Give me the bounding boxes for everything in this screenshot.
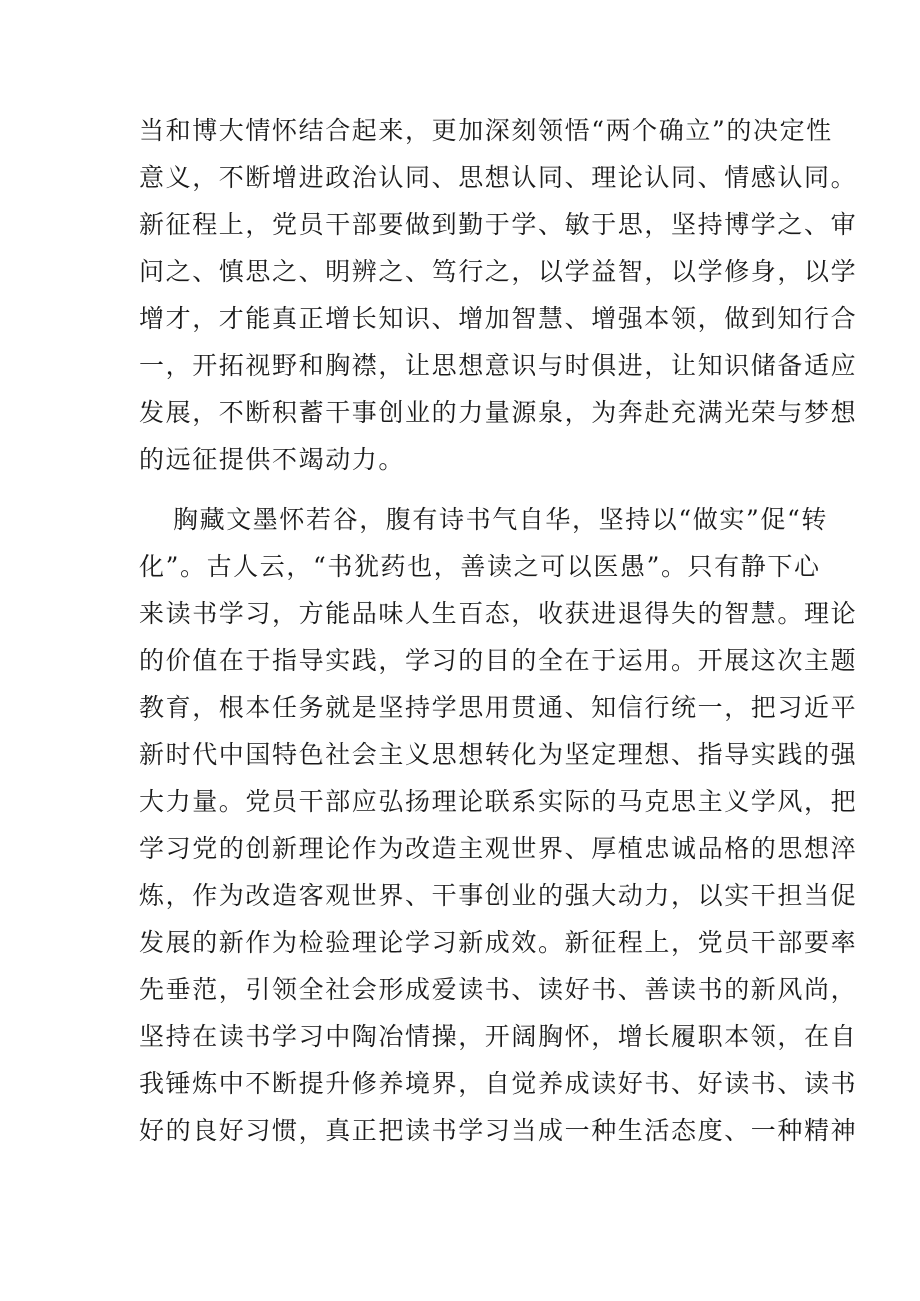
paragraph-2-line: 来读书学习，方能品味人生百态，收获进退得失的智慧。理论 (139, 599, 858, 628)
paragraph-2-line: 发展的新作为检验理论学习新成效。新征程上，党员干部要率 (139, 928, 858, 957)
paragraph-2-line: 新时代中国特色社会主义思想转化为坚定理想、指导实践的强 (139, 740, 858, 769)
paragraph-2-line: 坚持在读书学习中陶冶情操，开阔胸怀，增长履职本领，在自 (139, 1022, 858, 1051)
paragraph-1-line: 意义，不断增进政治认同、思想认同、理论认同、情感认同。 (139, 163, 858, 192)
paragraph-1-line: 增才，才能真正增长知识、增加智慧、增强本领，做到知行合 (139, 304, 858, 333)
paragraph-2-line: 我锤炼中不断提升修养境界，自觉养成读好书、好读书、读书 (139, 1069, 858, 1098)
paragraph-2-line: 大力量。党员干部应弘扬理论联系实际的马克思主义学风，把 (139, 787, 858, 816)
paragraph-1-line: 问之、慎思之、明辨之、笃行之，以学益智，以学修身，以学 (139, 257, 858, 286)
paragraph-1-line: 的远征提供不竭动力。 (139, 445, 406, 474)
paragraph-2-line: 炼，作为改造客观世界、干事创业的强大动力，以实干担当促 (139, 881, 858, 910)
paragraph-2-line: 化”。古人云，“书犹药也，善读之可以医愚”。只有静下心 (139, 552, 821, 581)
paragraph-2-line: 好的良好习惯，真正把读书学习当成一种生活态度、一种精神 (139, 1116, 858, 1145)
paragraph-1-line: 新征程上，党员干部要做到勤于学、敏于思，坚持博学之、审 (139, 210, 858, 239)
paragraph-2-line: 胸藏文墨怀若谷，腹有诗书气自华，坚持以“做实”促“转 (173, 505, 828, 534)
paragraph-2-line: 先垂范，引领全社会形成爱读书、读好书、善读书的新风尚， (139, 975, 858, 1004)
paragraph-1-line: 当和博大情怀结合起来，更加深刻领悟“两个确立”的决定性 (139, 116, 833, 145)
paragraph-1-line: 一，开拓视野和胸襟，让思想意识与时俱进，让知识储备适应 (139, 351, 858, 380)
paragraph-2-line: 学习党的创新理论作为改造主观世界、厚植忠诚品格的思想淬 (139, 834, 858, 863)
paragraph-2-line: 教育，根本任务就是坚持学思用贯通、知信行统一，把习近平 (139, 693, 858, 722)
paragraph-1-line: 发展，不断积蓄干事创业的力量源泉，为奔赴充满光荣与梦想 (139, 398, 858, 427)
paragraph-2-line: 的价值在于指导实践，学习的目的全在于运用。开展这次主题 (139, 646, 858, 675)
